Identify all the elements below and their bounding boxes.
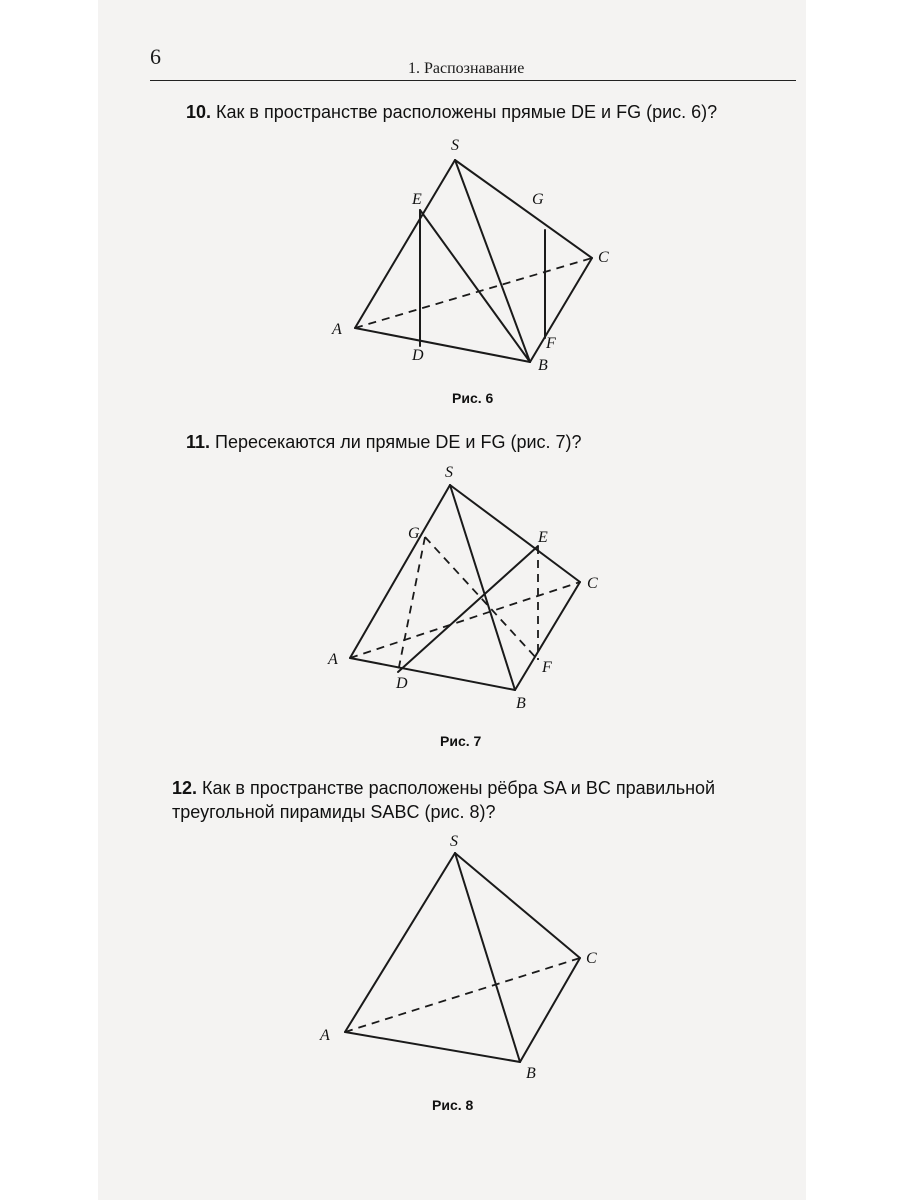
label-S: S — [450, 833, 458, 850]
problem-text: Пересекаются ли прямые DE и FG (рис. 7)? — [215, 432, 582, 452]
label-S: S — [451, 137, 459, 154]
edge-SB — [455, 853, 520, 1062]
figure-7-caption: Рис. 7 — [440, 733, 482, 749]
label-A: A — [332, 321, 342, 338]
figure-8-caption: Рис. 8 — [432, 1097, 474, 1113]
label-S: S — [445, 464, 453, 481]
label-B: B — [516, 695, 526, 712]
problem-number: 11. — [186, 432, 211, 452]
edge-SC — [455, 853, 580, 958]
label-G: G — [532, 191, 544, 208]
label-C: C — [587, 575, 598, 592]
problem-number: 12. — [172, 778, 198, 798]
label-D: D — [396, 675, 408, 692]
label-D: D — [412, 347, 424, 364]
label-E: E — [412, 191, 422, 208]
label-F: F — [542, 659, 552, 676]
label-B: B — [538, 357, 548, 374]
edge-BC — [520, 958, 580, 1062]
label-G: G — [408, 525, 420, 542]
label-E: E — [538, 529, 548, 546]
chapter-title: 1. Распознавание — [408, 60, 525, 77]
label-A: A — [328, 651, 338, 668]
label-B: B — [526, 1065, 536, 1082]
label-C: C — [586, 950, 597, 967]
edge-SA — [345, 853, 455, 1032]
page-number: 6 — [150, 44, 161, 69]
figure-8-lines — [345, 853, 580, 1062]
label-C: C — [598, 249, 609, 266]
label-A: A — [320, 1027, 330, 1044]
problem-text: Как в пространстве расположены рёбра SA и BC правильной треугольной пирамиды SABC (рис. 8)? — [172, 778, 716, 822]
edge-AB — [345, 1032, 520, 1062]
figure-6-caption: Рис. 6 — [452, 390, 494, 406]
label-F: F — [546, 335, 556, 352]
problem-number: 10. — [186, 102, 212, 122]
problem-text: Как в пространстве расположены прямые DE и FG (рис. 6)? — [216, 102, 718, 122]
